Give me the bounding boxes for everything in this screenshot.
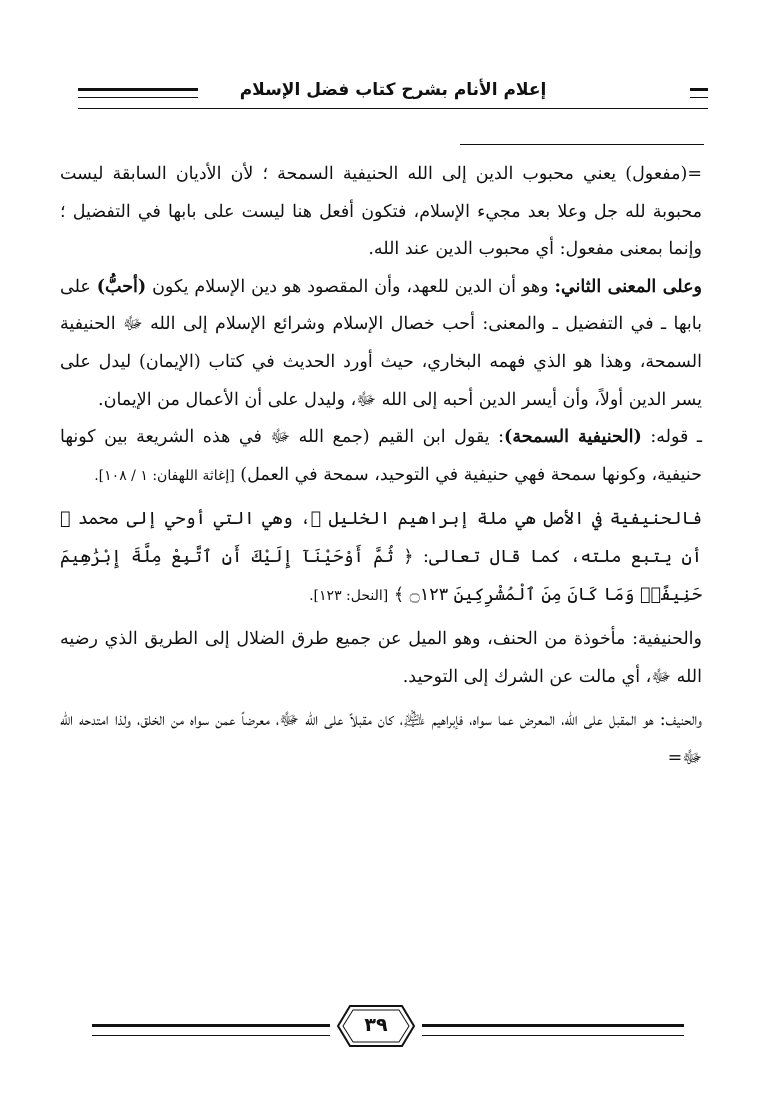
paragraph-2 bbox=[60, 269, 702, 419]
paragraph-3-lead: ـ قوله: bbox=[641, 427, 702, 448]
footer-ornament-right bbox=[422, 1024, 684, 1036]
second-meaning-heading: وعلى المعنى الثاني: bbox=[554, 276, 702, 297]
running-header bbox=[78, 78, 708, 110]
paragraph-3 bbox=[60, 419, 702, 495]
paragraph-3-text: : يقول ابن القيم (جمع الله ﷻ في هذه الشريعة بين كونها حنيفية، وكونها سمحة فهي حنيفية في التوحيد، سمحة في العمل) bbox=[60, 427, 702, 485]
header-divider bbox=[78, 108, 708, 109]
paragraph-6: والحنيف: هو المقبل على الله، المعرض عما سواه، فإبراهيم ﵇، كان مقبلاً على الله ﷻ، معرضاً عمن سواه من الخلق، ولذا امتدحه الله ﷻ= bbox=[60, 710, 702, 768]
book-title: إعلام الأنام بشرح كتاب فضل الإسلام bbox=[234, 80, 553, 100]
page-number: ٣٩ bbox=[364, 1014, 388, 1036]
header-ornament-left bbox=[78, 88, 198, 98]
footnote-separator bbox=[460, 144, 704, 145]
hanifiyya-term: (الحنيفية السمحة) bbox=[504, 427, 642, 448]
ahab-term: (أحبُّ) bbox=[96, 276, 147, 297]
paragraph-2-text: وهو أن الدين للعهد، وأن المقصود هو دين الإسلام يكون bbox=[146, 276, 555, 297]
paragraph-1: =(مفعول) يعني محبوب الدين إلى الله الحنيفية السمحة ؛ لأن الأديان السابقة ليست محبوبة لله جل وعلا بعد مجيء الإسلام، فتكون أفعل هنا ليست على بابها في التفضيل ؛ وإنما بمعنى مفعول: أي محبوب الدين عند الله. bbox=[60, 164, 702, 260]
ighathat-reference: [إغاثة اللهفان: ١ / ١٠٨]. bbox=[94, 467, 235, 484]
page-number-badge bbox=[336, 1004, 416, 1048]
footnote-text bbox=[60, 156, 702, 778]
footer-ornament-left bbox=[92, 1024, 330, 1036]
paragraph-4-text: فالحنيفية في الأصل هي ملة إبراهيم الخليل ﵇، وهي التي أوحي إلى محمد ﷺ أن يتبع ملته، كما قال تعالى: ﴿ ثُمَّ أَوْحَيْنَآ إِلَيْكَ أَنِ ٱتَّبِعْ مِلَّةَ إِبْرَٰهِيمَ حَنِيفًاۖ وَمَا كَانَ مِنَ ٱلْمُشْرِكِينَ ۝١٢٣ ﴾ bbox=[60, 509, 702, 605]
header-ornament-right bbox=[690, 88, 708, 98]
paragraph-5: والحنيفية: مأخوذة من الحنف، وهو الميل عن جميع طرق الضلال إلى الطريق الذي رضيه الله ﷻ، أي مالت عن الشرك إلى التوحيد. bbox=[60, 629, 702, 687]
paragraph-4 bbox=[60, 501, 702, 615]
paragraph-2-end: على بابها ـ في التفضيل ـ والمعنى: أحب خصال الإسلام وشرائع الإسلام إلى الله ﷻ الحنيفية السمحة، وهذا هو الذي فهمه البخاري، حيث أورد الحديث في كتاب (الإيمان) ليدل على يسر الدين أولاً، وأن أيسر الدين أحبه إلى الله ﷻ، وليدل على أن الأعمال من الإيمان. bbox=[60, 276, 702, 410]
quran-reference: [النحل: ١٢٣]. bbox=[309, 587, 389, 604]
page-footer bbox=[92, 1010, 684, 1060]
